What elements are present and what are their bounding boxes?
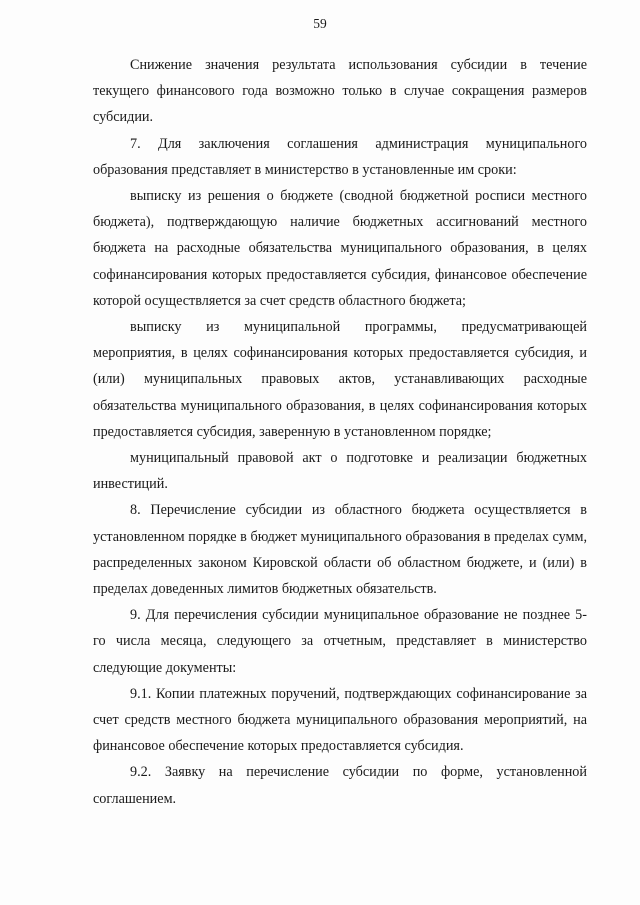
page-number: 59 <box>313 16 327 31</box>
paragraph-budget-extract: выписку из решения о бюджете (сводной бюджетной росписи местного бюджета), подтверждающую наличие бюджетных ассигнований местного бюджета на расходные обязательства муниципального образования, в целях софинансирования которых предоставляется субсидия, финансовое обеспечение которой осуществляется за счет средств областного бюджета; <box>93 188 587 309</box>
paragraph-subsidy-reduction: Снижение значения результата использования субсидии в течение текущего финансового года возможно только в случае сокращения размеров субсидии. <box>93 57 587 126</box>
paragraph-7-agreement: 7. Для заключения соглашения администрация муниципального образования представляет в министерство в установленные им сроки: <box>93 135 587 178</box>
paragraph-9-2-application: 9.2. Заявку на перечисление субсидии по форме, установленной соглашением. <box>93 764 587 807</box>
document-body <box>93 52 587 812</box>
paragraph-legal-act: муниципальный правовой акт о подготовке и реализации бюджетных инвестиций. <box>93 450 587 493</box>
paragraph-9-1-payment-orders: 9.1. Копии платежных поручений, подтверждающих софинансирование за счет средств местного бюджета муниципального образования мероприятий, на финансовое обеспечение которых предоставляется субсидия. <box>93 685 587 755</box>
paragraph-9-documents: 9. Для перечисления субсидии муниципальное образование не позднее 5-го числа месяца, следующего за отчетным, представляет в министерство следующие документы: <box>93 607 587 676</box>
paragraph-program-extract: выписку из муниципальной программы, предусматривающей мероприятия, в целях софинансирования которых предоставляется субсидия, и (или) муниципальных правовых актов, устанавливающих расходные обязательства муниципального образования, в целях софинансирования которых предоставляется субсидия, заверенную в установленном порядке; <box>93 319 587 440</box>
paragraph-8-transfer: 8. Перечисление субсидии из областного бюджета осуществляется в установленном порядке в бюджет муниципального образования в пределах сумм, распределенных законом Кировской области об областном бюджете, и (или) в пределах доведенных лимитов бюджетных обязательств. <box>93 502 587 598</box>
